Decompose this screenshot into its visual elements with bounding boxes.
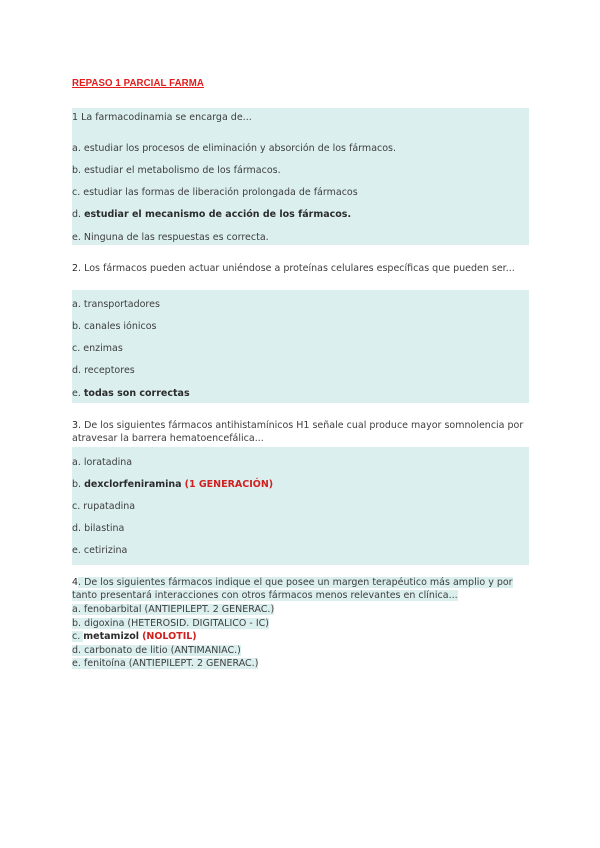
question-2-text <box>72 262 529 275</box>
q1-option-b: b. estudiar el metabolismo de los fármacos. <box>72 165 281 176</box>
q4-option-a <box>72 603 274 617</box>
q3-question: . De los siguientes fármacos antihistamínicos H1 señale cual produce mayor somnolencia por atravesar la barrera hematoencefálica... <box>72 420 524 444</box>
q4-options-list <box>72 603 274 671</box>
q1-option-d <box>72 208 529 221</box>
q2-correct-answer: todas son correctas <box>83 388 190 399</box>
q1-correct-answer: estudiar el mecanismo de acción de los fármacos. <box>84 209 352 220</box>
q4-option-c-letter: c. <box>72 631 84 642</box>
q1-option-d-letter: d. <box>72 209 85 220</box>
question-1-text: 1 La farmacodinamia se encarga de... <box>72 112 252 123</box>
q3-number: 3 <box>72 420 79 431</box>
q4-correct-answer: metamizol <box>83 631 140 642</box>
q3-option-d: d. bilastina <box>72 523 125 534</box>
q4-number: 4 <box>72 577 79 588</box>
question-4-text <box>72 576 529 602</box>
q3-option-b-letter: b. <box>72 479 85 490</box>
q2-option-a: a. transportadores <box>72 299 160 310</box>
q3-correct-answer: dexclorfeniramina <box>84 479 182 490</box>
q4-option-a-text: a. fenobarbital (ANTIEPILEPT. 2 GENERAC.) <box>72 604 275 615</box>
q4-option-d-text: d. carbonato de litio (ANTIMANIAC.) <box>72 644 241 656</box>
q4-answer-note: (NOLOTIL) <box>142 631 197 642</box>
q3-option-b <box>72 478 529 491</box>
q2-option-d: d. receptores <box>72 365 135 376</box>
q2-option-b: b. canales iónicos <box>72 321 157 332</box>
q1-option-c: c. estudiar las formas de liberación prolongada de fármacos <box>72 187 358 198</box>
document-title: REPASO 1 PARCIAL FARMA <box>72 77 204 89</box>
q3-option-c: c. rupatadina <box>72 501 136 512</box>
q3-answer-note: (1 GENERACIÓN) <box>184 479 274 490</box>
q2-option-e <box>72 387 529 400</box>
q2-option-e-letter: e. <box>72 388 84 399</box>
q2-option-c: c. enzimas <box>72 343 123 354</box>
q4-option-d <box>72 644 274 658</box>
q4-option-c <box>72 630 274 644</box>
q1-option-a: a. estudiar los procesos de eliminación y absorción de los fármacos. <box>72 143 397 154</box>
q3-option-a: a. loratadina <box>72 457 133 468</box>
question-3-text <box>72 419 529 445</box>
q4-option-b-text: b. digoxina (HETEROSID. DIGITALICO - IC) <box>72 617 269 629</box>
q4-option-b <box>72 617 274 631</box>
q4-option-e <box>72 657 274 671</box>
q2-number: 2 <box>72 263 79 274</box>
q1-option-e: e. Ninguna de las respuestas es correcta. <box>72 232 269 243</box>
q4-option-e-text: e. fenitoína (ANTIEPILEPT. 2 GENERAC.) <box>72 658 259 669</box>
q3-option-e: e. cetirizina <box>72 545 128 556</box>
q4-question: . De los siguientes fármacos indique el que posee un margen terapéutico más amplio y por tanto presentará interacciones con otros fármacos menos relevantes en clínica... <box>72 577 513 601</box>
q2-question: . Los fármacos pueden actuar uniéndose a proteínas celulares específicas que pueden ser... <box>78 263 515 274</box>
